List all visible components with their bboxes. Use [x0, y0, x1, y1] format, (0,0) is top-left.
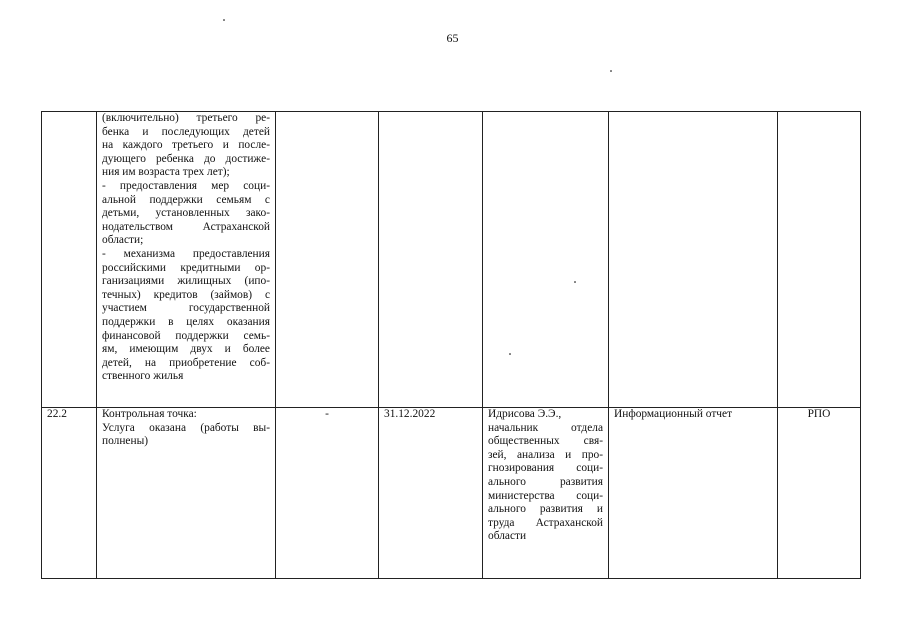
cell-document-type [609, 112, 778, 408]
cell-number [42, 112, 97, 408]
page-number: 65 [446, 31, 459, 45]
cell-responsible [483, 112, 609, 408]
event-text-line: российскими кредитными ор- [102, 261, 270, 274]
cell-event [97, 112, 276, 408]
table-row-22-2 [42, 408, 861, 579]
table-row-continuation [42, 112, 861, 408]
event-text-line: - механизма предоставления [102, 247, 270, 260]
scan-speck [610, 70, 612, 72]
responsible-text-line: зей, анализа и про- [488, 448, 603, 461]
responsible-text-line: Идрисова Э.Э., [488, 408, 562, 420]
cell-end-date [379, 112, 483, 408]
event-text-line: нодательством Астраханской [102, 220, 270, 233]
responsible-text-line: министерства соци- [488, 489, 603, 502]
cell-end-date: 31.12.2022 [379, 408, 483, 579]
event-text-line: (включительно) третьего ре- [102, 112, 270, 124]
event-text-line: детьми, установленных зако- [102, 207, 270, 220]
responsible-text-line: общественных свя- [488, 435, 603, 448]
responsible-text-line: начальник отдела [488, 421, 603, 434]
event-text-line: Контрольная точка: [102, 408, 197, 420]
cell-number: 22.2 [42, 408, 97, 579]
event-text-line: бенка и последующих детей [102, 125, 270, 138]
event-text-line: Услуга оказана (работы вы- [102, 421, 270, 434]
cell-responsible [483, 408, 609, 579]
event-text-line: области; [102, 234, 144, 247]
event-text-line: альной поддержки семьям с [102, 193, 270, 206]
responsible-text-line: ального развития [488, 475, 603, 488]
cell-level [778, 112, 861, 408]
event-text-line: на каждого третьего и после- [102, 139, 270, 152]
event-text-line: течных) кредитов (займов) с [102, 288, 270, 301]
cell-start-date [276, 112, 379, 408]
scan-speck [223, 19, 225, 21]
responsible-text-line: гнозирования соци- [488, 462, 603, 475]
event-text-line: ственного жилья [102, 370, 184, 383]
responsible-text-line: области [488, 530, 527, 543]
plan-table [41, 111, 861, 579]
responsible-text-line: ального развития и [488, 503, 603, 516]
event-text-line: поддержки в целях оказания [102, 315, 270, 328]
event-text-line: полнены) [102, 435, 149, 448]
event-text-line: участием государственной [102, 302, 270, 315]
event-text-line: дующего ребенка до достиже- [102, 152, 270, 165]
event-text-line: ния им возраста трех лет); [102, 166, 230, 179]
event-text-line: ганизациями жилищных (ипо- [102, 275, 270, 288]
event-text-line: ям, имеющим двух и более [102, 343, 270, 356]
event-text-line: - предоставления мер соци- [102, 179, 270, 192]
cell-start-date: - [276, 408, 379, 579]
event-text-line: детей, на приобретение соб- [102, 356, 270, 369]
cell-document-type: Информационный отчет [609, 408, 778, 579]
event-text-line: финансовой поддержки семь- [102, 329, 270, 342]
responsible-text-line: труда Астраханской [488, 516, 603, 529]
cell-level: РПО [778, 408, 861, 579]
cell-event [97, 408, 276, 579]
